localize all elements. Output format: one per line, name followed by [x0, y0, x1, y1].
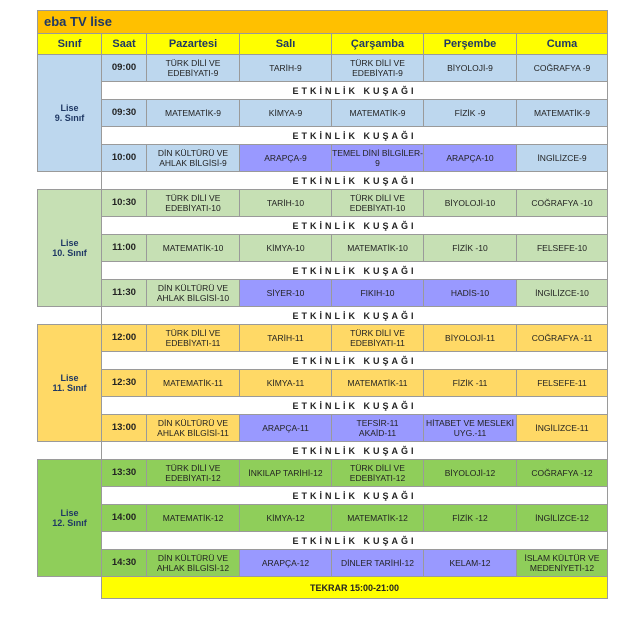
activity-band: ETKİNLİK KUŞAĞI: [102, 397, 608, 415]
lesson-cell-tuesday: KİMYA-9: [240, 100, 332, 127]
time-cell: 10:00: [102, 145, 147, 172]
time-cell: 13:00: [102, 415, 147, 442]
time-cell: 12:00: [102, 325, 147, 352]
activity-band-row: [38, 532, 608, 550]
lesson-cell-monday: DİN KÜLTÜRÜ VE AHLAK BİLGİSİ-10: [147, 280, 240, 307]
lesson-cell-friday: COĞRAFYA -9: [517, 55, 608, 82]
time-cell: 11:30: [102, 280, 147, 307]
lesson-cell-thursday: BİYOLOJİ-12: [424, 460, 517, 487]
activity-band: ETKİNLİK KUŞAĞI: [102, 262, 608, 280]
schedule-table: [37, 10, 608, 599]
footer-row: [38, 577, 608, 599]
lesson-cell-thursday: KELAM-12: [424, 550, 517, 577]
header-thursday: Perşembe: [424, 34, 517, 55]
lesson-cell-thursday: FİZİK -11: [424, 370, 517, 397]
time-cell: 11:00: [102, 235, 147, 262]
lesson-cell-tuesday: TARİH-11: [240, 325, 332, 352]
header-grade: Sınıf: [38, 34, 102, 55]
activity-band: ETKİNLİK KUŞAĞI: [102, 442, 608, 460]
lesson-cell-friday: İNGİLİZCE-11: [517, 415, 608, 442]
time-cell: 14:00: [102, 505, 147, 532]
lesson-cell-thursday: ARAPÇA-10: [424, 145, 517, 172]
time-cell: 09:30: [102, 100, 147, 127]
lesson-row: [38, 145, 608, 172]
lesson-cell-tuesday: ARAPÇA-12: [240, 550, 332, 577]
lesson-cell-wednesday: MATEMATİK-9: [332, 100, 424, 127]
lesson-cell-wednesday: FIKIH-10: [332, 280, 424, 307]
lesson-cell-monday: MATEMATİK-9: [147, 100, 240, 127]
lesson-cell-tuesday: İNKILAP TARİHİ-12: [240, 460, 332, 487]
time-cell: 10:30: [102, 190, 147, 217]
grade-label: Lise 11. Sınıf: [38, 325, 102, 442]
time-cell: 12:30: [102, 370, 147, 397]
lesson-cell-tuesday: KİMYA-11: [240, 370, 332, 397]
activity-band: ETKİNLİK KUŞAĞI: [102, 172, 608, 190]
lesson-row: [38, 190, 608, 217]
lesson-cell-monday: TÜRK DİLİ VE EDEBİYATI-9: [147, 55, 240, 82]
band-spacer: [38, 442, 102, 460]
activity-band: ETKİNLİK KUŞAĞI: [102, 82, 608, 100]
lesson-row: [38, 550, 608, 577]
time-cell: 13:30: [102, 460, 147, 487]
lesson-cell-friday: İNGİLİZCE-10: [517, 280, 608, 307]
activity-band-row: [38, 262, 608, 280]
lesson-cell-tuesday: KİMYA-10: [240, 235, 332, 262]
lesson-row: [38, 235, 608, 262]
lesson-row: [38, 415, 608, 442]
lesson-cell-monday: MATEMATİK-12: [147, 505, 240, 532]
lesson-cell-monday: TÜRK DİLİ VE EDEBİYATI-12: [147, 460, 240, 487]
lesson-cell-friday: MATEMATİK-9: [517, 100, 608, 127]
lesson-cell-wednesday: DİNLER TARİHİ-12: [332, 550, 424, 577]
lesson-cell-friday: COĞRAFYA -12: [517, 460, 608, 487]
header-wednesday: Çarşamba: [332, 34, 424, 55]
band-spacer: [38, 172, 102, 190]
lesson-cell-monday: DİN KÜLTÜRÜ VE AHLAK BİLGİSİ-12: [147, 550, 240, 577]
lesson-cell-wednesday: TÜRK DİLİ VE EDEBİYATI-10: [332, 190, 424, 217]
activity-band-row: [38, 127, 608, 145]
grade-label: Lise 10. Sınıf: [38, 190, 102, 307]
grade-label: Lise 12. Sınıf: [38, 460, 102, 577]
lesson-row: [38, 280, 608, 307]
lesson-row: [38, 55, 608, 82]
lesson-cell-friday: FELSEFE-11: [517, 370, 608, 397]
activity-band-row: [38, 217, 608, 235]
header-friday: Cuma: [517, 34, 608, 55]
header-time: Saat: [102, 34, 147, 55]
activity-band-row: [38, 442, 608, 460]
lesson-cell-tuesday: ARAPÇA-9: [240, 145, 332, 172]
footer-spacer: [38, 577, 102, 599]
lesson-cell-friday: COĞRAFYA -11: [517, 325, 608, 352]
lesson-cell-tuesday: KİMYA-12: [240, 505, 332, 532]
schedule-title: eba TV lise: [38, 11, 608, 34]
activity-band-row: [38, 487, 608, 505]
lesson-cell-thursday: FİZİK -10: [424, 235, 517, 262]
lesson-cell-friday: İNGİLİZCE-9: [517, 145, 608, 172]
rerun-footer: TEKRAR 15:00-21:00: [102, 577, 608, 599]
lesson-cell-wednesday: MATEMATİK-12: [332, 505, 424, 532]
lesson-cell-tuesday: SİYER-10: [240, 280, 332, 307]
time-cell: 09:00: [102, 55, 147, 82]
lesson-cell-wednesday: TEFSİR-11 AKAİD-11: [332, 415, 424, 442]
activity-band-row: [38, 82, 608, 100]
lesson-cell-friday: İNGİLİZCE-12: [517, 505, 608, 532]
lesson-row: [38, 505, 608, 532]
activity-band-row: [38, 307, 608, 325]
lesson-cell-thursday: BİYOLOJİ-11: [424, 325, 517, 352]
lesson-cell-tuesday: TARİH-9: [240, 55, 332, 82]
activity-band: ETKİNLİK KUŞAĞI: [102, 352, 608, 370]
lesson-cell-tuesday: TARİH-10: [240, 190, 332, 217]
lesson-row: [38, 325, 608, 352]
lesson-cell-thursday: FİZİK -12: [424, 505, 517, 532]
lesson-cell-thursday: HİTABET VE MESLEKİ UYG.-11: [424, 415, 517, 442]
header-row: [38, 34, 608, 55]
lesson-cell-wednesday: TÜRK DİLİ VE EDEBİYATI-11: [332, 325, 424, 352]
lesson-cell-monday: DİN KÜLTÜRÜ VE AHLAK BİLGİSİ-9: [147, 145, 240, 172]
lesson-cell-friday: FELSEFE-10: [517, 235, 608, 262]
lesson-cell-friday: İSLAM KÜLTÜR VE MEDENİYETİ-12: [517, 550, 608, 577]
lesson-row: [38, 460, 608, 487]
activity-band-row: [38, 397, 608, 415]
lesson-cell-monday: TÜRK DİLİ VE EDEBİYATI-10: [147, 190, 240, 217]
grade-label: Lise 9. Sınıf: [38, 55, 102, 172]
lesson-cell-wednesday: TÜRK DİLİ VE EDEBİYATI-9: [332, 55, 424, 82]
time-cell: 14:30: [102, 550, 147, 577]
lesson-row: [38, 100, 608, 127]
lesson-cell-friday: COĞRAFYA -10: [517, 190, 608, 217]
lesson-cell-thursday: BİYOLOJİ-10: [424, 190, 517, 217]
lesson-cell-wednesday: MATEMATİK-10: [332, 235, 424, 262]
activity-band: ETKİNLİK KUŞAĞI: [102, 307, 608, 325]
band-spacer: [38, 307, 102, 325]
lesson-cell-thursday: FİZİK -9: [424, 100, 517, 127]
header-monday: Pazartesi: [147, 34, 240, 55]
lesson-cell-wednesday: TÜRK DİLİ VE EDEBİYATI-12: [332, 460, 424, 487]
activity-band: ETKİNLİK KUŞAĞI: [102, 127, 608, 145]
activity-band: ETKİNLİK KUŞAĞI: [102, 217, 608, 235]
lesson-cell-monday: DİN KÜLTÜRÜ VE AHLAK BİLGİSİ-11: [147, 415, 240, 442]
lesson-cell-wednesday: TEMEL DİNİ BİLGİLER-9: [332, 145, 424, 172]
activity-band-row: [38, 352, 608, 370]
lesson-cell-wednesday: MATEMATİK-11: [332, 370, 424, 397]
lesson-cell-thursday: HADİS-10: [424, 280, 517, 307]
lesson-row: [38, 370, 608, 397]
lesson-cell-monday: TÜRK DİLİ VE EDEBİYATI-11: [147, 325, 240, 352]
activity-band-row: [38, 172, 608, 190]
title-row: [38, 11, 608, 34]
lesson-cell-monday: MATEMATİK-10: [147, 235, 240, 262]
activity-band: ETKİNLİK KUŞAĞI: [102, 487, 608, 505]
lesson-cell-thursday: BİYOLOJİ-9: [424, 55, 517, 82]
activity-band: ETKİNLİK KUŞAĞI: [102, 532, 608, 550]
lesson-cell-tuesday: ARAPÇA-11: [240, 415, 332, 442]
header-tuesday: Salı: [240, 34, 332, 55]
lesson-cell-monday: MATEMATİK-11: [147, 370, 240, 397]
